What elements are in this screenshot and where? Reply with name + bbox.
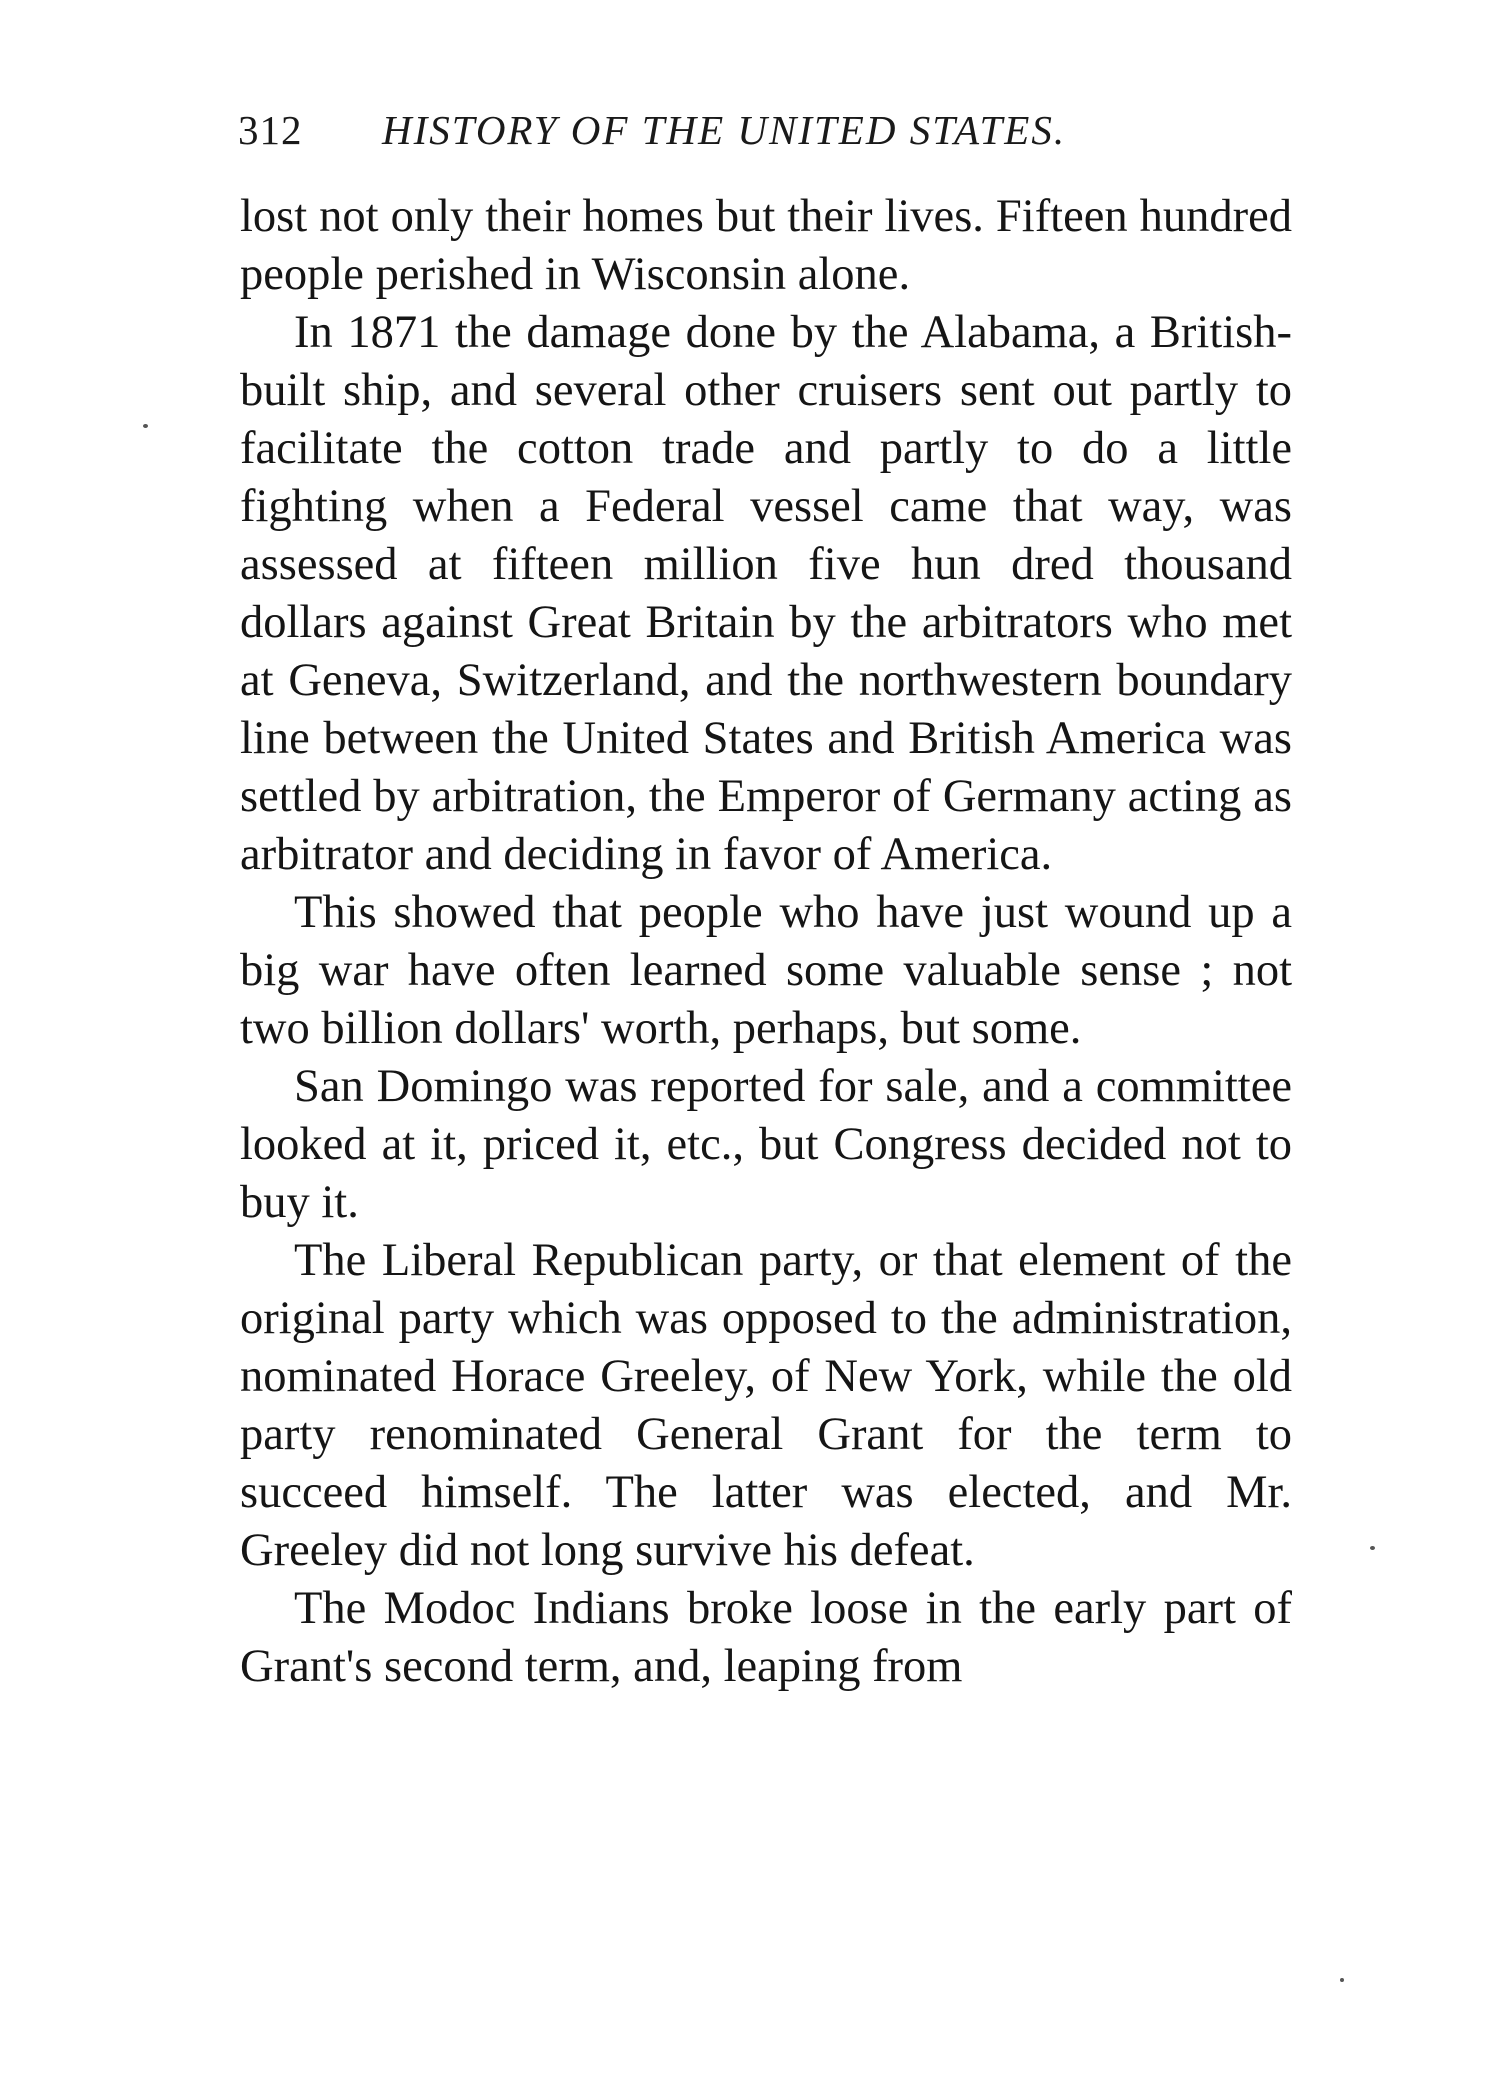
paragraph-modoc-indians: The Modoc Indians broke loose in the early part of Grant's second term, and, leaping from xyxy=(240,1583,1292,1692)
paragraph-liberal-republican: The Liberal Republican party, or that element of the original party which was opposed to the administration, nominated Horace Greeley, of New York, while the old party renominated General Grant for the term to succeed himself. The latter was elected, and Mr. Greeley did not long survive his defeat. xyxy=(240,1235,1292,1576)
paragraph-alabama-claims: In 1871 the damage done by the Alabama, a British-built ship, and several other cruisers sent out partly to facilitate the cotton trade and partly to do a little fighting when a Federal vessel came that way, was assessed at fifteen million five hun dred thousand dollars against Great Britain by the arbitrators who met at Geneva, Switzerland, and the northwestern boundary line between the United States and British America was settled by arbitration, the Emperor of Germany acting as arbitrator and deciding in favor of America. xyxy=(240,307,1292,880)
running-head: HISTORY OF THE UNITED STATES. xyxy=(382,107,1067,153)
scan-speck xyxy=(1340,1978,1344,1982)
paragraph-san-domingo: San Domingo was reported for sale, and a committee looked at it, priced it, etc., but Congress decided not to buy it. xyxy=(240,1061,1292,1228)
scan-speck xyxy=(143,424,148,428)
paragraph-continued: lost not only their homes but their lives. Fifteen hundred people perished in Wisconsin alone. xyxy=(240,191,1292,300)
page-header xyxy=(238,100,1298,160)
page-number: 312 xyxy=(238,107,303,153)
body-text xyxy=(240,188,1292,1696)
paragraph-valuable-sense: This showed that people who have just wound up a big war have often learned some valuable sense ; not two billion dollars' worth, perhaps, but some. xyxy=(240,887,1292,1054)
scan-speck xyxy=(1370,1546,1375,1550)
